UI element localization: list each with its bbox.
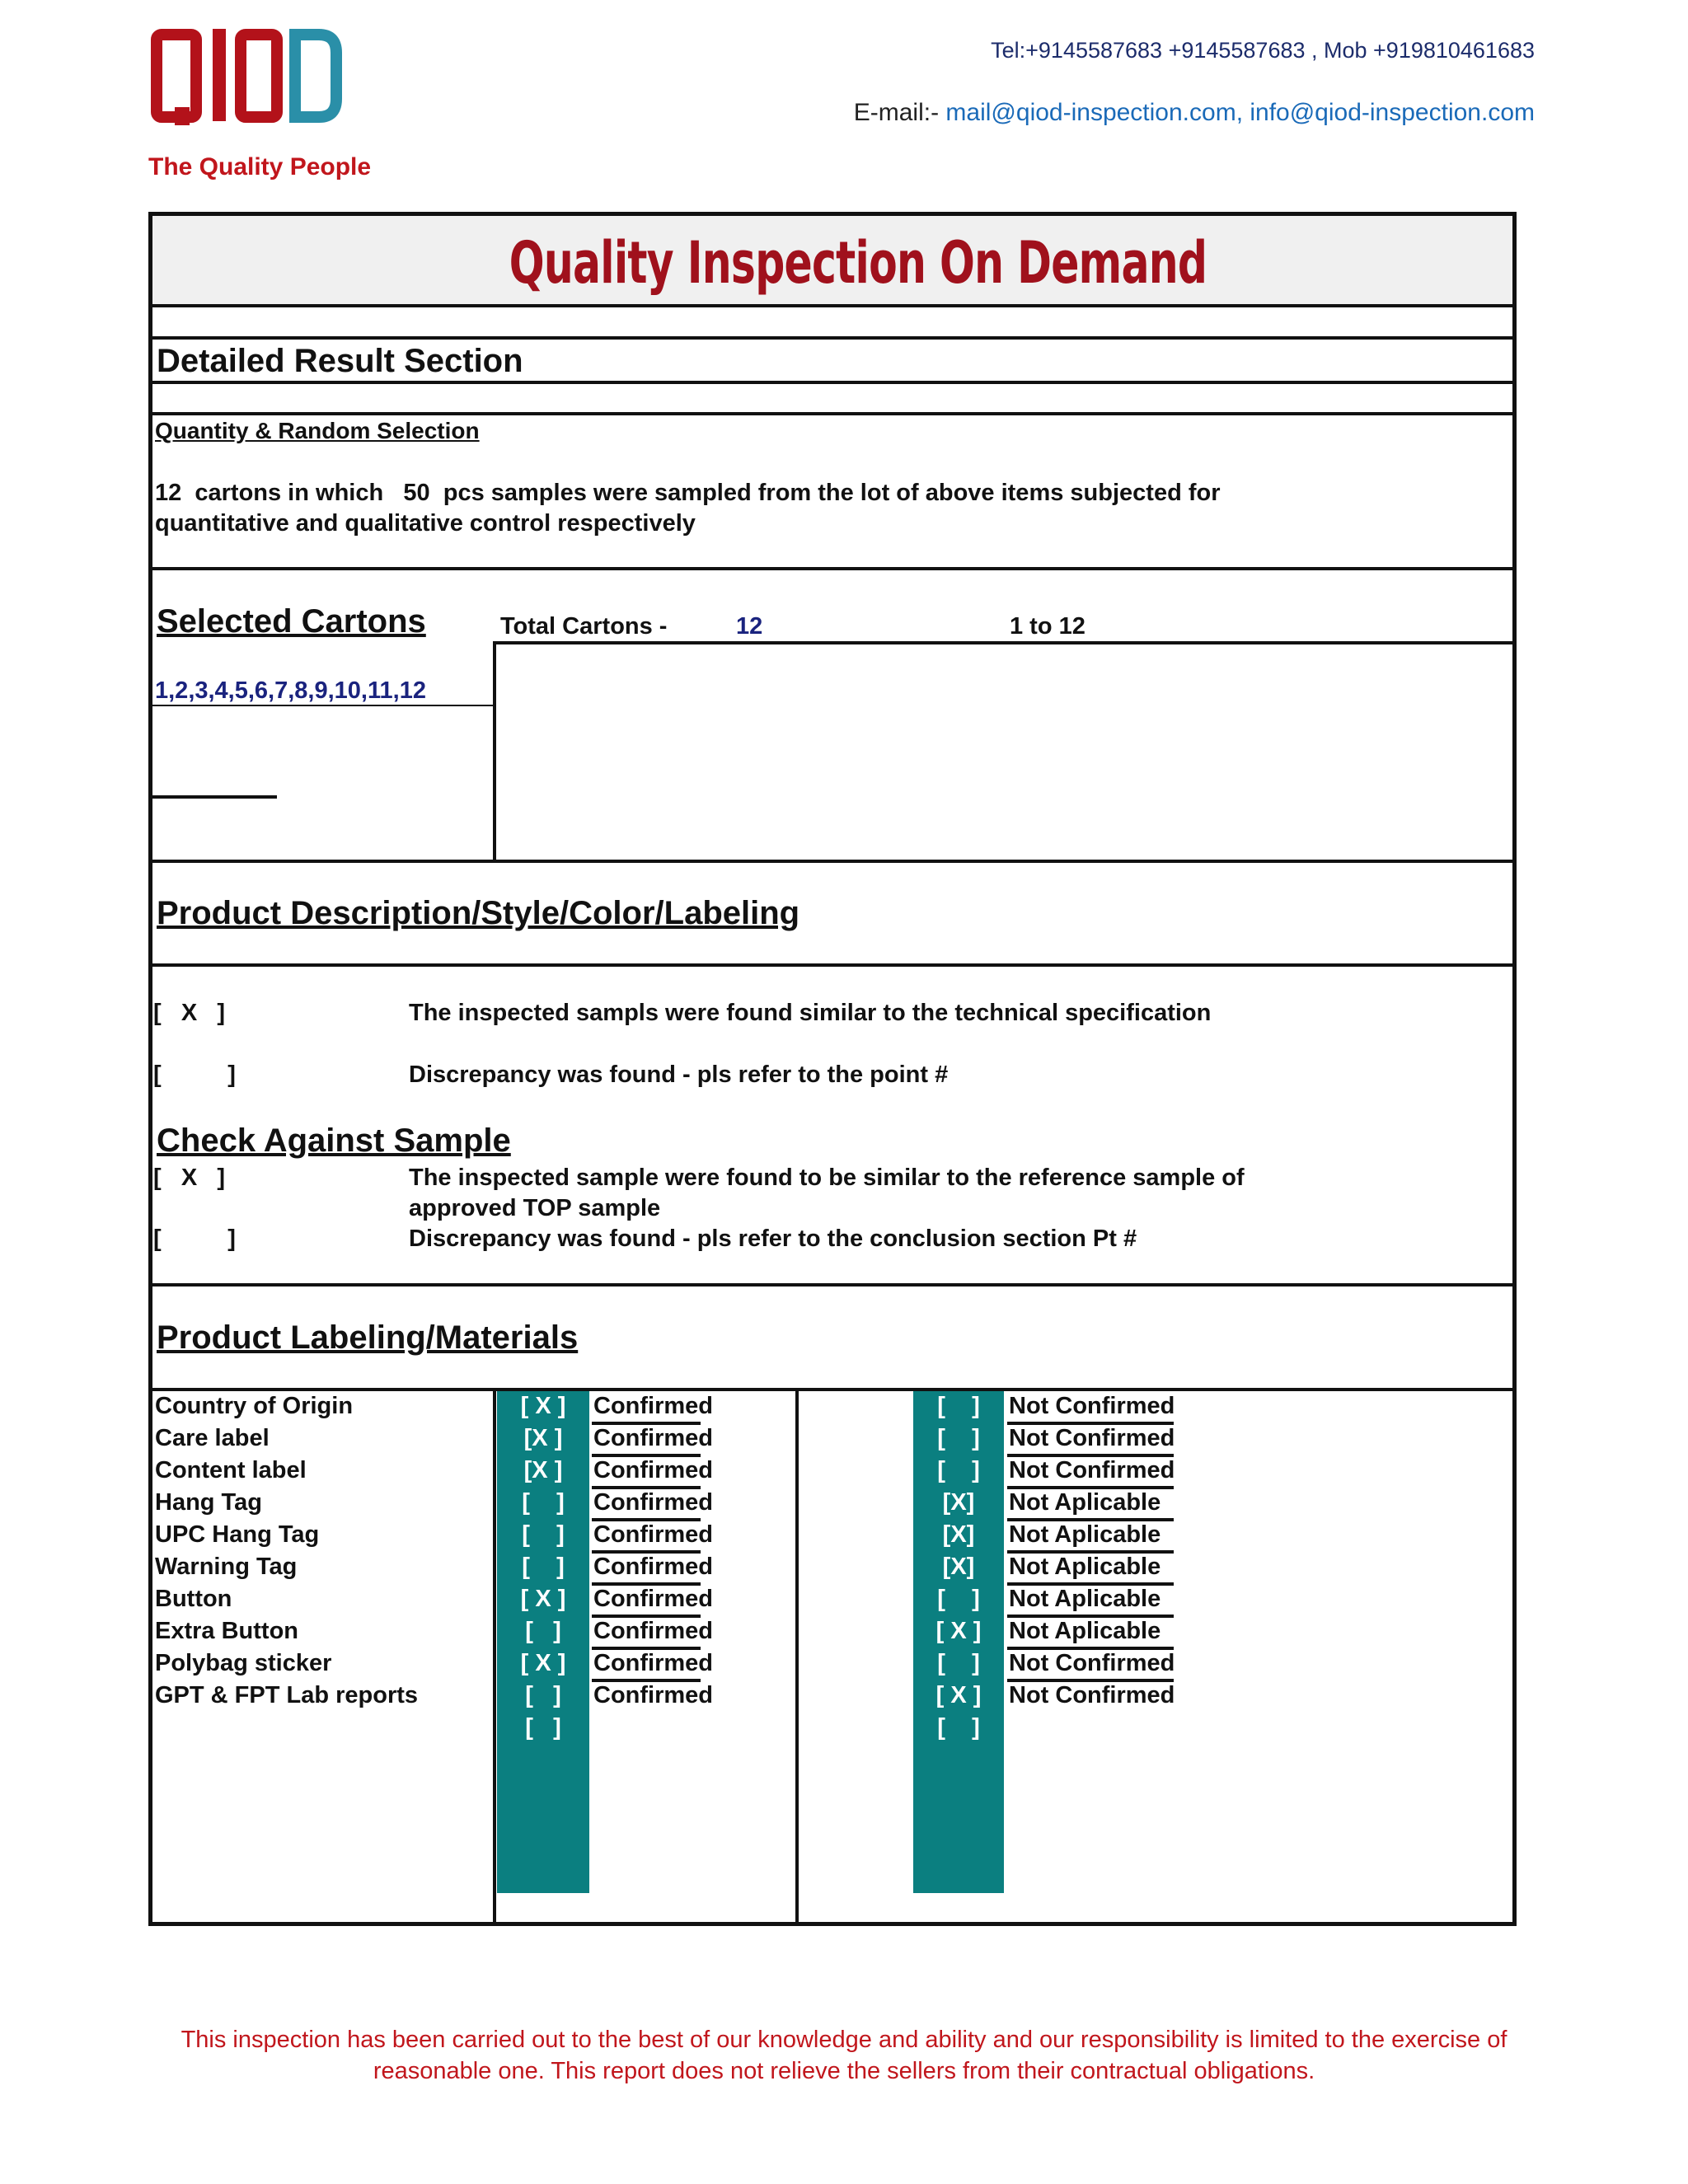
carton-range: 1 to 12: [1010, 613, 1085, 640]
quantity-line-2: quantitative and qualitative control respectively: [155, 510, 696, 537]
confirmed-checkbox[interactable]: [ X ]: [520, 1393, 566, 1419]
spec-match-text: The inspected sampls were found similar to the technical specification: [409, 1000, 1212, 1026]
detailed-result-heading: Detailed Result Section: [157, 343, 523, 379]
status-checkbox[interactable]: [ X ]: [935, 1618, 982, 1644]
label-item-name: UPC Hang Tag: [155, 1521, 320, 1548]
rule: [148, 567, 1517, 570]
rule-short: [148, 795, 277, 799]
confirmed-label: Confirmed: [593, 1650, 713, 1676]
status-checkbox[interactable]: [ ]: [937, 1425, 980, 1451]
rule: [495, 641, 1517, 644]
sample-discrepancy-checkbox[interactable]: [ ]: [153, 1226, 236, 1252]
confirmed-checkbox[interactable]: [ ]: [525, 1618, 561, 1644]
confirmed-label: Confirmed: [593, 1682, 713, 1708]
confirmed-label: Confirmed: [593, 1489, 713, 1516]
status-checkbox[interactable]: [ ]: [937, 1586, 980, 1612]
confirmed-label: Confirmed: [593, 1393, 713, 1419]
sample-match-text-2: approved TOP sample: [409, 1195, 661, 1221]
label-item-name: Hang Tag: [155, 1489, 262, 1516]
label-item-name: Polybag sticker: [155, 1650, 332, 1676]
total-cartons-label: Total Cartons -: [500, 613, 668, 640]
discrepancy-checkbox[interactable]: [ ]: [153, 1062, 236, 1088]
status-checkbox[interactable]: [ ]: [937, 1393, 980, 1419]
status-checkbox[interactable]: [ ]: [937, 1714, 980, 1741]
confirmed-checkbox[interactable]: [X ]: [523, 1425, 563, 1451]
status-label: Not Aplicable: [1009, 1489, 1161, 1516]
document-title: Quality Inspection On Demand: [509, 229, 1207, 297]
confirmed-checkbox[interactable]: [ X ]: [520, 1586, 566, 1612]
confirmed-checkbox[interactable]: [ ]: [522, 1489, 565, 1516]
tagline: The Quality People: [148, 153, 372, 180]
qiod-logo-mark: [150, 25, 348, 132]
sample-match-text-1: The inspected sample were found to be similar to the reference sample of: [409, 1165, 1245, 1191]
quantity-line-1: 12 cartons in which 50 pcs samples were sampled from the lot of above items subjected for: [155, 480, 1221, 506]
divider: [493, 641, 496, 861]
rule: [148, 336, 1517, 340]
confirmed-checkbox[interactable]: [ X ]: [520, 1650, 566, 1676]
status-label: Not Aplicable: [1009, 1586, 1161, 1612]
status-label: Not Confirmed: [1009, 1425, 1175, 1451]
sample-match-checkbox[interactable]: [ X ]: [153, 1165, 225, 1191]
status-checkbox[interactable]: [X]: [942, 1489, 975, 1516]
total-cartons-value: 12: [736, 613, 763, 640]
status-label: Not Confirmed: [1009, 1650, 1175, 1676]
confirmed-label: Confirmed: [593, 1618, 713, 1644]
disclaimer-line-1: This inspection has been carried out to the best of our knowledge and ability and our responsibility is limited to the exercise of: [181, 2027, 1507, 2053]
confirmed-checkbox[interactable]: [ ]: [522, 1521, 565, 1548]
telephone-numbers: Tel:+9145587683 +9145587683 , Mob +919810461683: [991, 38, 1535, 63]
rule: [148, 1388, 1517, 1391]
status-label: Not Aplicable: [1009, 1521, 1161, 1548]
status-checkbox[interactable]: [ X ]: [935, 1682, 982, 1708]
label-item-name: Extra Button: [155, 1618, 298, 1644]
label-item-name: Care label: [155, 1425, 270, 1451]
product-description-heading: Product Description/Style/Color/Labeling: [157, 895, 800, 931]
selected-carton-list: 1,2,3,4,5,6,7,8,9,10,11,12: [155, 677, 426, 704]
label-item-name: Country of Origin: [155, 1393, 354, 1419]
confirmed-label: Confirmed: [593, 1554, 713, 1580]
confirmed-checkbox[interactable]: [X ]: [523, 1457, 563, 1483]
status-label: Not Confirmed: [1009, 1457, 1175, 1483]
status-label: Not Confirmed: [1009, 1393, 1175, 1419]
divider: [795, 1388, 799, 1926]
confirmed-label: Confirmed: [593, 1457, 713, 1483]
disclaimer: [115, 2024, 1573, 2087]
check-against-sample-heading: Check Against Sample: [157, 1122, 511, 1159]
rule: [148, 963, 1517, 967]
discrepancy-text: Discrepancy was found - pls refer to the point #: [409, 1062, 949, 1088]
email-line: [854, 99, 1535, 127]
status-checkbox[interactable]: [X]: [942, 1554, 975, 1580]
rule: [148, 381, 1517, 384]
confirmed-label: Confirmed: [593, 1425, 713, 1451]
rule: [148, 412, 1517, 415]
quantity-heading: Quantity & Random Selection: [155, 418, 480, 443]
rule: [148, 304, 1517, 307]
confirmed-checkbox[interactable]: [ ]: [525, 1682, 561, 1708]
confirmed-label: Confirmed: [593, 1521, 713, 1548]
divider: [493, 1388, 496, 1926]
confirmed-checkbox[interactable]: [ ]: [522, 1554, 565, 1580]
labeling-heading: Product Labeling/Materials: [157, 1319, 579, 1356]
confirmed-checkbox[interactable]: [ ]: [525, 1714, 561, 1741]
confirmed-label: Confirmed: [593, 1586, 713, 1612]
label-item-name: Content label: [155, 1457, 307, 1483]
rule: [148, 860, 1517, 863]
status-checkbox[interactable]: [X]: [942, 1521, 975, 1548]
status-label: Not Aplicable: [1009, 1618, 1161, 1644]
rule-thin: [148, 705, 495, 706]
status-label: Not Aplicable: [1009, 1554, 1161, 1580]
disclaimer-line-2: reasonable one. This report does not relieve the sellers from their contractual obligations.: [373, 2058, 1315, 2084]
label-item-name: Warning Tag: [155, 1554, 298, 1580]
qiod-logo: [150, 25, 348, 132]
status-label: Not Confirmed: [1009, 1682, 1175, 1708]
status-checkbox[interactable]: [ ]: [937, 1650, 980, 1676]
email-addresses[interactable]: mail@qiod-inspection.com, info@qiod-inspection.com: [945, 99, 1535, 126]
rule: [148, 1283, 1517, 1286]
selected-cartons-heading: Selected Cartons: [157, 603, 426, 640]
email-label: E-mail:-: [853, 99, 946, 126]
spec-match-checkbox[interactable]: [ X ]: [153, 1000, 225, 1026]
label-item-name: GPT & FPT Lab reports: [155, 1682, 419, 1708]
sample-discrepancy-text: Discrepancy was found - pls refer to the conclusion section Pt #: [409, 1226, 1137, 1252]
status-checkbox[interactable]: [ ]: [937, 1457, 980, 1483]
label-item-name: Button: [155, 1586, 232, 1612]
